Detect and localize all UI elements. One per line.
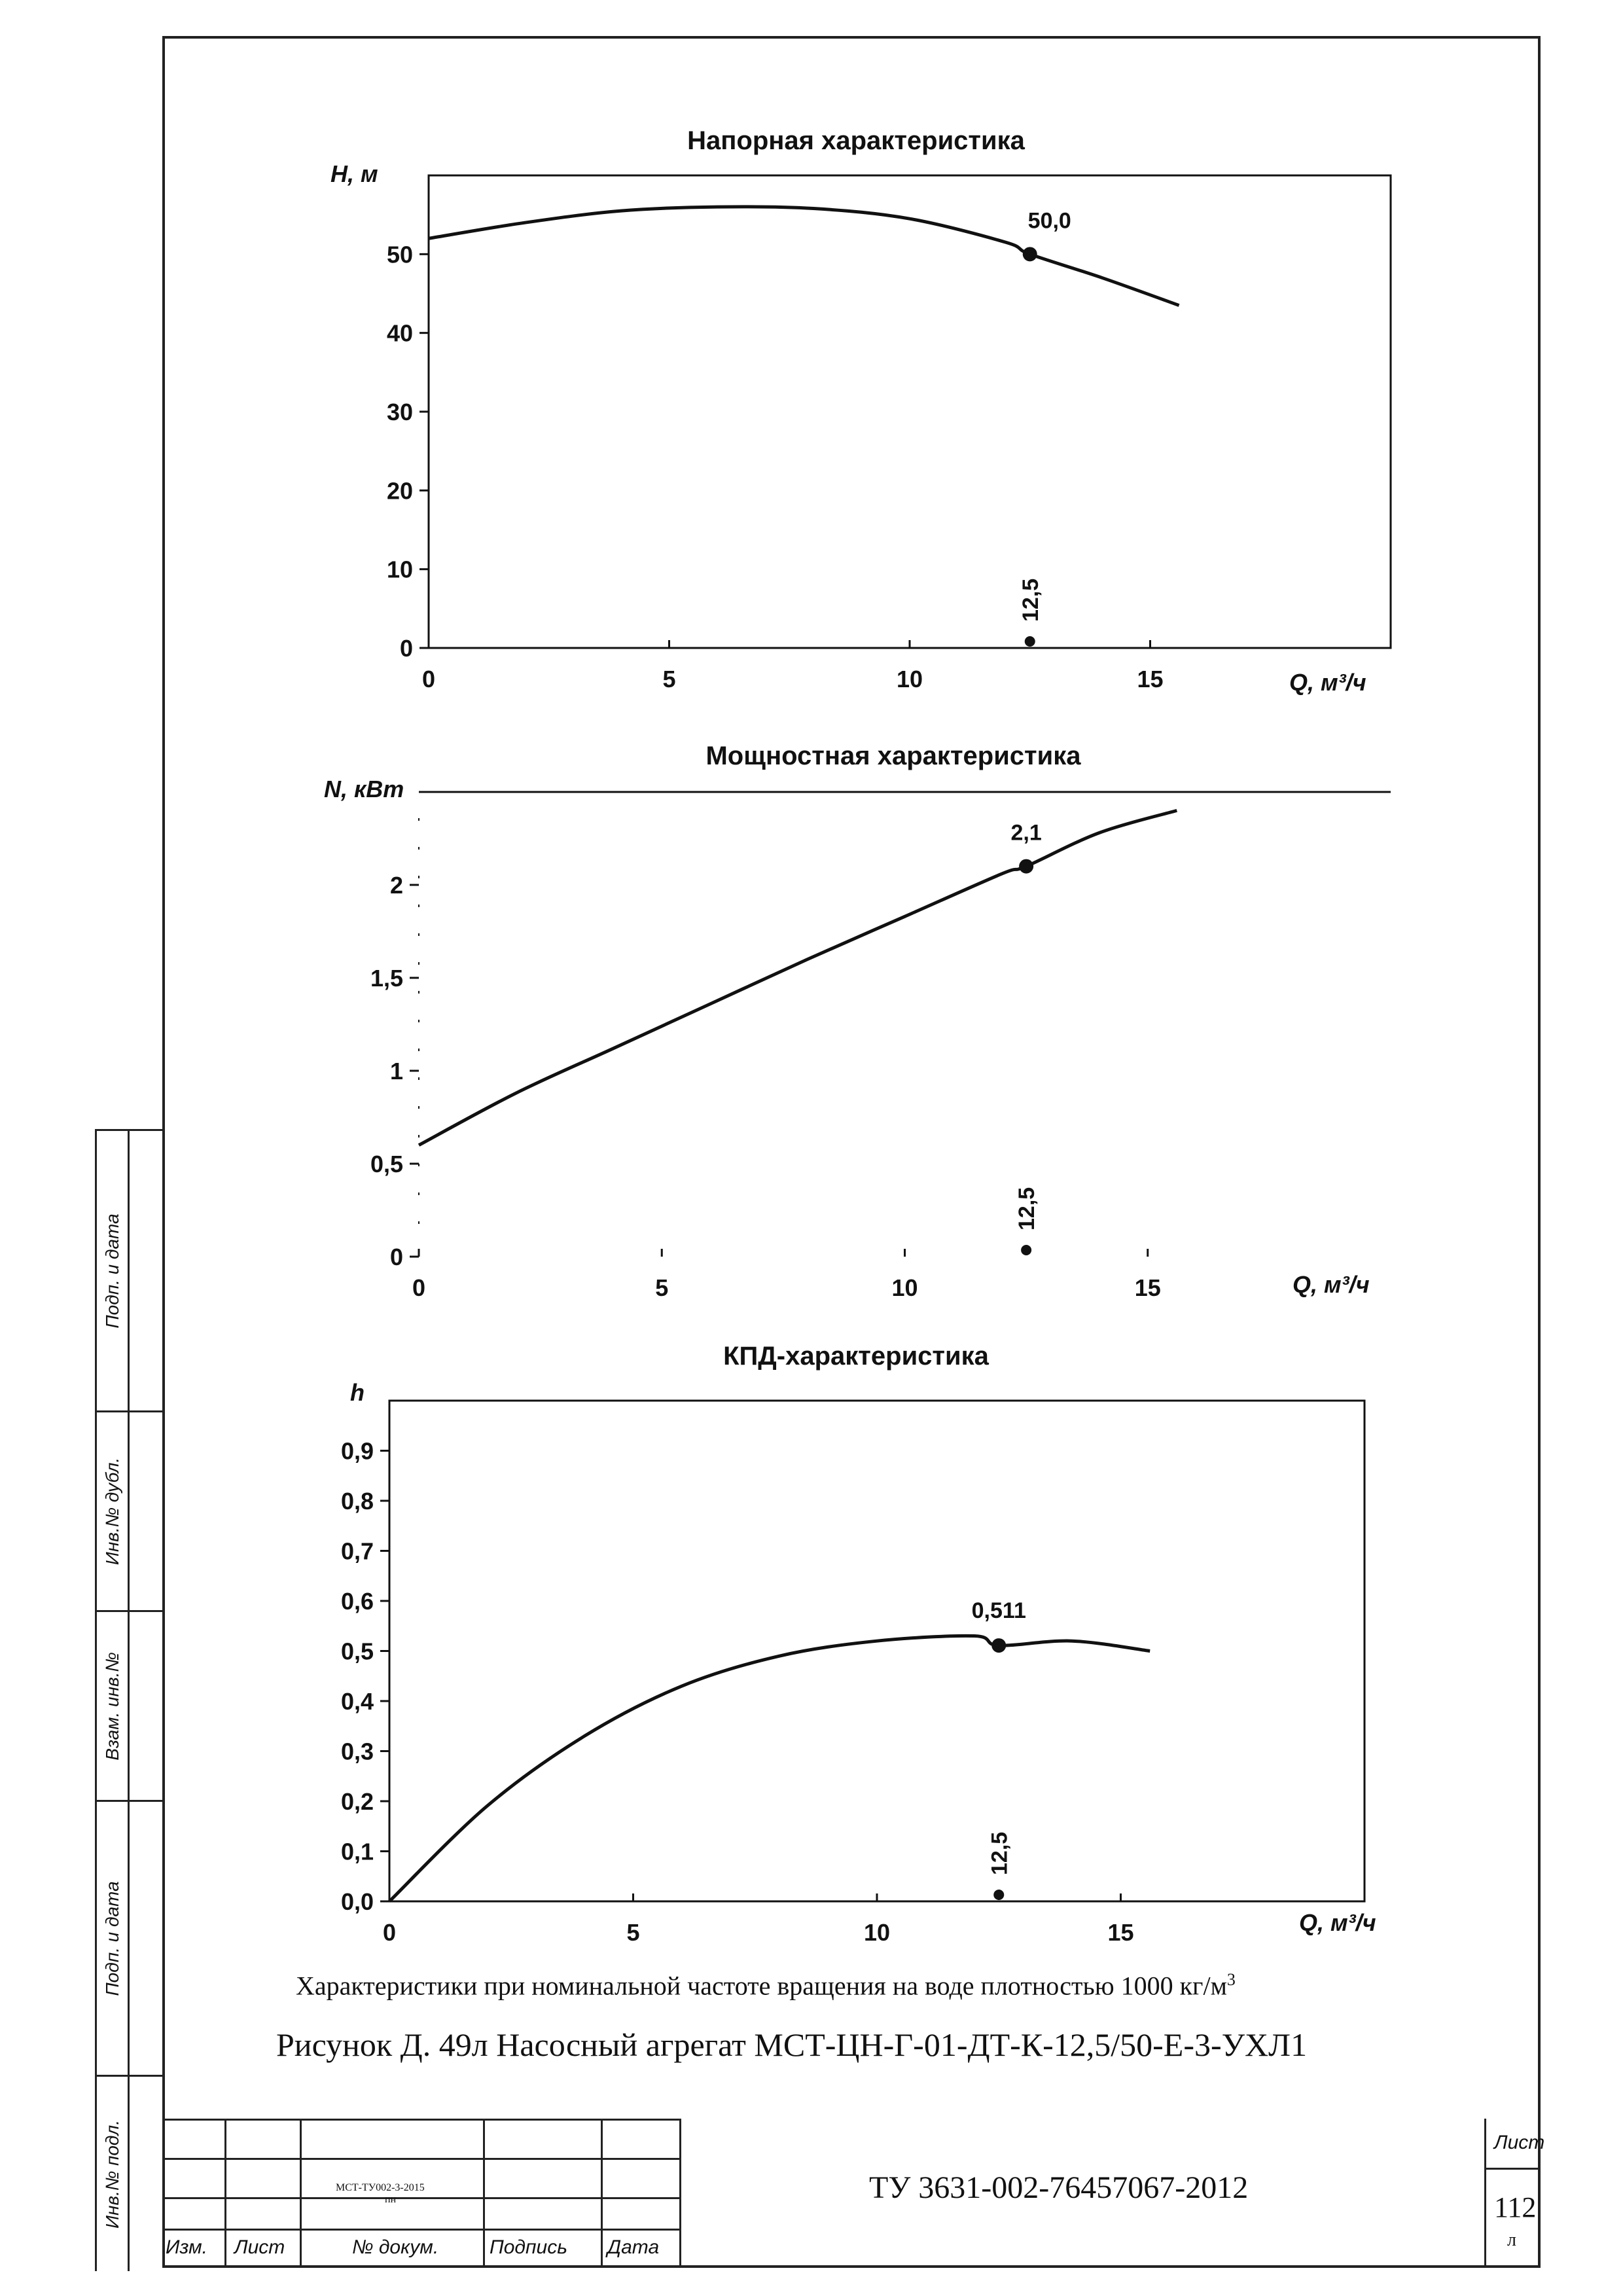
col-list: Лист (234, 2236, 285, 2258)
sheet-suffix: л (1507, 2230, 1516, 2250)
title-block (162, 2119, 1545, 2268)
sheet-label: Лист (1494, 2132, 1545, 2153)
power-x-tick-label: 15 (1134, 1274, 1161, 1301)
col-docnum: № докум. (352, 2236, 439, 2258)
head-y-tick-label: 10 (386, 556, 413, 583)
head-y-tick-label: 40 (386, 319, 413, 347)
side-stamp-cell (97, 2075, 162, 2271)
power-x-tick-label: 0 (412, 1274, 426, 1301)
power-chart-title: Мощностная характеристика (705, 742, 1081, 770)
efficiency-point-label: 0,511 (971, 1598, 1026, 1624)
sheet-number: 112 (1494, 2191, 1537, 2223)
head-x-tick-label: 0 (421, 666, 436, 692)
efficiency-y-tick-label: 0,9 (340, 1437, 374, 1465)
head-chart-title: Напорная характеристика (687, 126, 1025, 155)
side-stamp (95, 1129, 160, 2271)
efficiency-plot (341, 1401, 1364, 1946)
efficiency-x-tick-label: 5 (626, 1919, 640, 1946)
power-x-tick-label: 10 (891, 1274, 918, 1301)
power-x-marker-label: 12,5 (1014, 1187, 1040, 1230)
efficiency-plot-frame (389, 1401, 1364, 1901)
efficiency-y-tick-label: 0,3 (340, 1738, 374, 1765)
efficiency-y-tick-label: 0,4 (340, 1688, 374, 1715)
efficiency-x-axis-label: Q, м³/ч (1299, 1909, 1376, 1936)
head-y-tick-label: 0 (399, 635, 413, 662)
power-x-axis-label: Q, м³/ч (1293, 1271, 1370, 1298)
efficiency-y-tick-label: 0,8 (340, 1488, 374, 1515)
head-x-tick-label: 10 (896, 666, 923, 692)
head-y-tick-label: 50 (386, 241, 413, 268)
head-y-axis-label: H, м (330, 160, 378, 187)
doc-ref-suffix: пн (385, 2194, 397, 2205)
efficiency-y-tick-label: 0,7 (340, 1537, 374, 1565)
power-y-axis-label: N, кВт (324, 776, 404, 802)
doc-ref-code: МСТ-ТУ002-3-2015 (336, 2182, 425, 2193)
efficiency-y-tick-label: 0,0 (340, 1888, 374, 1915)
side-stamp-label: Подп. и дата (101, 1880, 122, 1996)
efficiency-y-axis-label: h (350, 1379, 365, 1406)
head-y-tick-label: 20 (386, 477, 413, 505)
side-stamp-cell (97, 1129, 162, 1410)
side-stamp-cell (97, 1410, 162, 1610)
head-y-tick-label: 30 (386, 399, 413, 425)
head-x-axis-label: Q, м³/ч (1289, 669, 1366, 696)
efficiency-chart-title: КПД-характеристика (723, 1342, 989, 1371)
side-stamp-cell (97, 1800, 162, 2075)
caption-superscript: 3 (1226, 1970, 1236, 1989)
power-y-tick-label: 0 (389, 1244, 403, 1270)
head-point-label: 50,0 (1027, 208, 1071, 234)
efficiency-x-marker-label: 12,5 (987, 1831, 1012, 1875)
head-x-marker-label: 12,5 (1018, 578, 1043, 622)
caption-text: Характеристики при номинальной частоте вращения на воде плотностью 1000 кг/м (296, 1971, 1227, 2001)
power-x-tick-label: 5 (655, 1274, 669, 1301)
side-stamp-label: Взам. инв.№ (101, 1651, 122, 1761)
document-code: ТУ 3631-002-76457067-2012 (869, 2170, 1249, 2205)
efficiency-curve (389, 1636, 1150, 1901)
side-stamp-label: Подп. и дата (101, 1213, 122, 1329)
efficiency-y-tick-label: 0,5 (340, 1638, 374, 1665)
chart-conditions-caption (296, 1970, 1236, 2001)
power-y-tick-label: 0,5 (370, 1151, 403, 1177)
side-stamp-cell (97, 1610, 162, 1800)
col-izm: Изм. (166, 2236, 207, 2258)
side-stamp-label: Инв.№ подл. (101, 2119, 122, 2229)
efficiency-y-tick-label: 0,2 (340, 1788, 374, 1815)
figure-caption: Рисунок Д. 49л Насосный агрегат МСТ-ЦН-Г-01-ДТ-К-12,5/50-Е-3-УХЛ1 (276, 2026, 1308, 2063)
side-stamp-label: Инв.№ дубл. (101, 1457, 122, 1566)
efficiency-x-tick-label: 10 (863, 1919, 891, 1946)
head-x-tick-label: 15 (1137, 666, 1164, 692)
head-x-tick-label: 5 (662, 666, 676, 692)
efficiency-x-tick-label: 0 (382, 1919, 397, 1946)
power-y-tick-label: 2 (389, 872, 403, 899)
efficiency-x-tick-label: 15 (1107, 1919, 1134, 1946)
power-y-tick-label: 1 (389, 1058, 403, 1085)
efficiency-y-tick-label: 0,6 (340, 1588, 374, 1615)
efficiency-y-tick-label: 0,1 (340, 1838, 374, 1865)
power-y-tick-label: 1,5 (370, 965, 403, 992)
power-point-label: 2,1 (1010, 820, 1042, 846)
efficiency-operating-point (991, 1638, 1006, 1653)
col-date: Дата (607, 2236, 660, 2258)
col-sign: Подпись (490, 2236, 567, 2258)
efficiency-x-marker (993, 1890, 1004, 1900)
